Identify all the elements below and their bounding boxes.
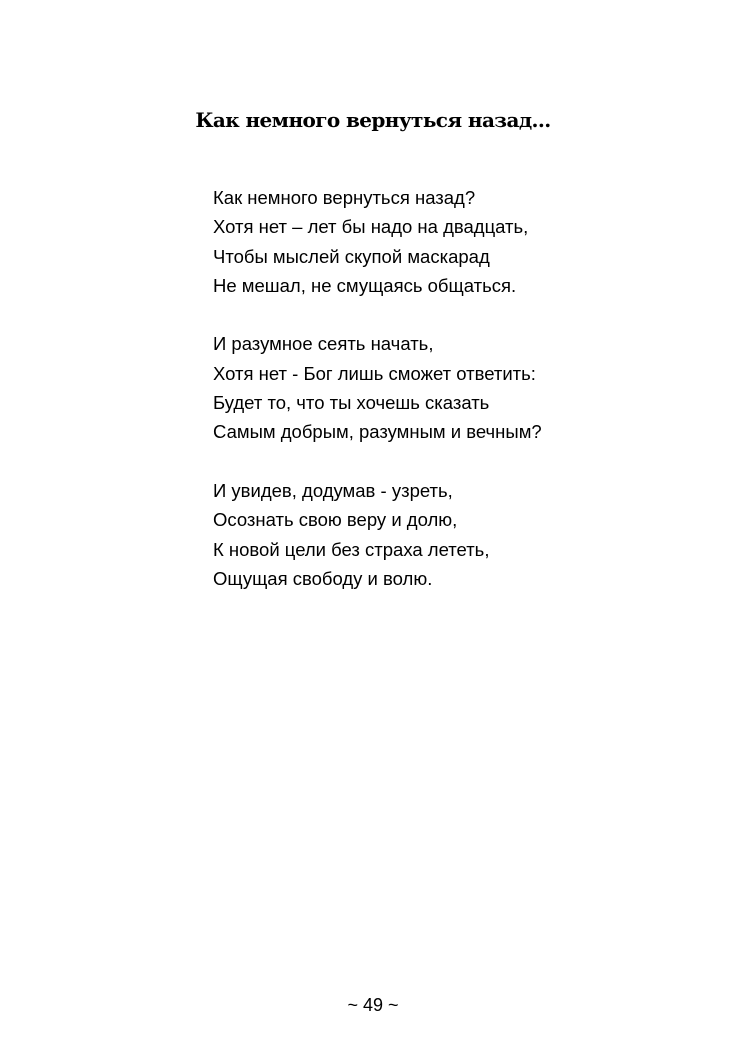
poem-body xyxy=(213,183,542,622)
poem-line: Хотя нет – лет бы надо на двадцать, xyxy=(213,216,529,238)
poem-line: И увидев, додумав - узреть, xyxy=(213,479,453,501)
poem-title: Как немного вернуться назад... xyxy=(195,108,551,132)
poem-line: Самым добрым, разумным и вечным? xyxy=(213,421,542,443)
stanza-2 xyxy=(213,329,542,446)
poem-line: Не мешал, не смущаясь общаться. xyxy=(213,274,517,296)
stanza-1 xyxy=(213,183,542,300)
poem-line: Будет то, что ты хочешь сказать xyxy=(213,392,490,414)
poem-line: Осознать свою веру и долю, xyxy=(213,509,458,531)
poem-line: К новой цели без страха лететь, xyxy=(213,538,490,560)
poem-line: И разумное сеять начать, xyxy=(213,333,434,355)
poem-line: Хотя нет - Бог лишь сможет ответить: xyxy=(213,362,536,384)
poem-line: Ощущая свободу и волю. xyxy=(213,567,433,589)
poem-line: Чтобы мыслей скупой маскарад xyxy=(213,245,490,267)
page-number: ~ 49 ~ xyxy=(347,995,399,1015)
poem-line: Как немного вернуться назад? xyxy=(213,187,476,208)
stanza-3 xyxy=(213,476,542,593)
